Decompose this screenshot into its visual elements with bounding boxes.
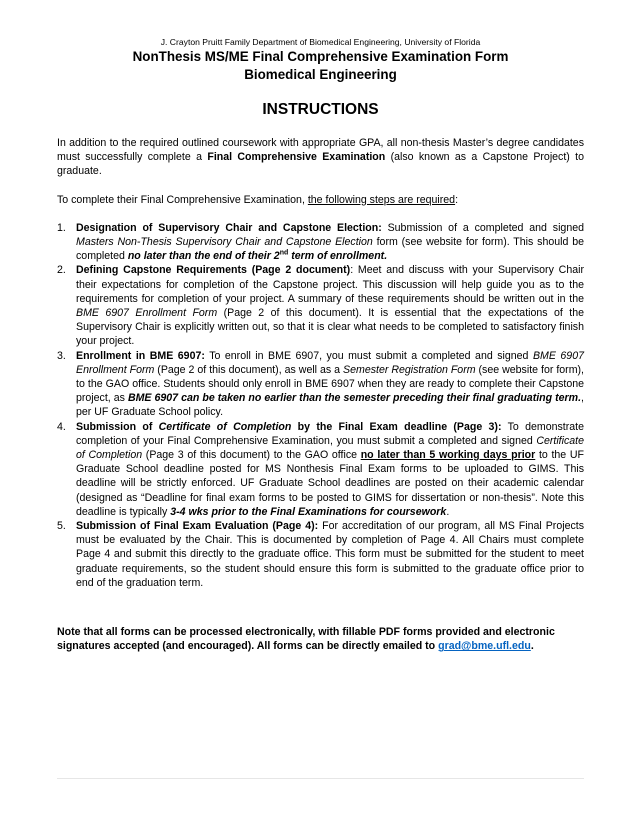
intro-text-end: (also known as a Capstone Project) to graduate. bbox=[57, 151, 585, 178]
step-1 bbox=[57, 221, 584, 264]
step-number: 5. bbox=[57, 520, 66, 533]
note-end: . bbox=[530, 640, 534, 653]
step-title: Submission of bbox=[76, 420, 159, 433]
intro-text: In addition to the required outlined coursework with appropriate GPA, all non-thesis Master’s degree candidates must successfully complete a bbox=[57, 137, 584, 164]
step-title: Enrollment in BME 6907: bbox=[76, 349, 205, 362]
intro-bold: Final Comprehensive Examination bbox=[207, 151, 386, 164]
step-number: 1. bbox=[57, 221, 66, 234]
step-text: To demonstrate completion of your Final Comprehensive Examination, you must submit a completed and signed bbox=[76, 420, 584, 447]
step-title-end: by the Final Exam deadline (Page 3): bbox=[291, 420, 502, 433]
steps-intro-text: To complete their Final Comprehensive Examination, bbox=[57, 193, 308, 206]
step-number: 3. bbox=[57, 349, 66, 362]
steps-list bbox=[57, 221, 584, 590]
form-subtitle: Biomedical Engineering bbox=[244, 67, 397, 82]
steps-intro-underlined: the following steps are required bbox=[307, 193, 456, 206]
step-text: For accreditation of our program, all MS Final Projects must be evaluated by the Chair. This is documented by completion of Page 4. All Chairs must complete Page 4 and submit this directly to the graduate office. This form must be submitted for the student to meet graduate requirements, so the student should ensure this form is submitted to the graduate office prior to end of the graduation term. bbox=[76, 520, 584, 589]
deadline-text: term of enrollment. bbox=[288, 250, 388, 263]
ordinal-suffix: nd bbox=[279, 249, 289, 257]
step-title: Designation of Supervisory Chair and Capstone Election: bbox=[76, 221, 382, 234]
email-link[interactable]: grad@bme.ufl.edu bbox=[438, 640, 531, 653]
policy-text: BME 6907 can be taken no earlier than the semester preceding their final graduating term. bbox=[127, 392, 582, 405]
step-2 bbox=[57, 263, 584, 348]
step-text: to the UF Graduate School deadline posted for MS Nonthesis Final Exam forms to be uploaded to GIMS. This deadline will be strictly enforced. UF Graduate School deadlines are posted on their academic calendar (designed as “Deadline for final exam forms to be posted to GIMS for dissertation or non-thesis”. Note this deadline is typically bbox=[76, 449, 584, 518]
step-text: : Meet and discuss with your Supervisory Chair their expectations for completion of the Capstone project. This discussion will help guide you as to the requirements for completion of your project. A summary of these requirements should be written out in the bbox=[76, 264, 584, 305]
step-text: , per UF Graduate School policy. bbox=[76, 392, 584, 419]
electronic-forms-note bbox=[57, 625, 584, 653]
step-title: Submission of Final Exam Evaluation (Page 4): bbox=[76, 520, 319, 533]
step-title: Defining Capstone Requirements (Page 2 document) bbox=[76, 264, 351, 277]
deadline-text: no later than 5 working days prior bbox=[360, 449, 536, 462]
steps-intro bbox=[57, 193, 584, 207]
form-name: BME 6907 Enrollment Form bbox=[76, 307, 218, 320]
form-title: NonThesis MS/ME Final Comprehensive Examination Form bbox=[132, 49, 509, 64]
form-name: Masters Non-Thesis Supervisory Chair and Capstone Election bbox=[76, 236, 373, 249]
step-4 bbox=[57, 420, 584, 519]
step-text: Submission of a completed and signed bbox=[381, 221, 585, 234]
step-text: (see website for form), to the GAO office. Students should only enroll in BME 6907 when they are ready to complete their Capstone project, as bbox=[76, 363, 584, 405]
step-text: (Page 3 of this document) to the GAO office bbox=[142, 449, 361, 462]
step-3 bbox=[57, 349, 584, 420]
form-name: Certificate of Completion bbox=[76, 434, 584, 462]
document-page bbox=[57, 36, 584, 654]
step-title-italic: Certificate of Completion bbox=[158, 420, 292, 433]
deadline-text: no later than the end of their 2 bbox=[127, 250, 280, 263]
department-line: J. Crayton Pruitt Family Department of Biomedical Engineering, University of Florida bbox=[160, 37, 481, 47]
step-text: form (see website for form). This should be completed bbox=[76, 236, 584, 263]
instructions-heading: INSTRUCTIONS bbox=[262, 101, 379, 118]
step-text: (Page 2 of this document). It is essential that the expectations of the Supervisory Chair is explicitly written out, so that it is clear what needs to be completed to satisfactory finish your project. bbox=[76, 307, 584, 348]
step-number: 2. bbox=[57, 264, 66, 277]
step-number: 4. bbox=[57, 420, 66, 433]
deadline-note: 3-4 wks prior to the Final Examinations for coursework bbox=[170, 505, 447, 518]
step-text: (Page 2 of this document), as well as a bbox=[154, 363, 344, 376]
note-text: Note that all forms can be processed electronically, with fillable PDF forms provided and electronic signatures accepted (and encouraged). All forms can be directly emailed to bbox=[57, 626, 555, 653]
step-text: . bbox=[446, 505, 450, 518]
form-name: Semester Registration Form bbox=[343, 363, 476, 376]
step-text: To enroll in BME 6907, you must submit a completed and signed bbox=[204, 349, 533, 362]
form-name: BME 6907 Enrollment Form bbox=[76, 349, 584, 376]
step-5 bbox=[57, 519, 584, 590]
intro-paragraph bbox=[57, 136, 584, 179]
steps-intro-colon: : bbox=[455, 193, 459, 206]
footer-divider bbox=[57, 778, 584, 779]
